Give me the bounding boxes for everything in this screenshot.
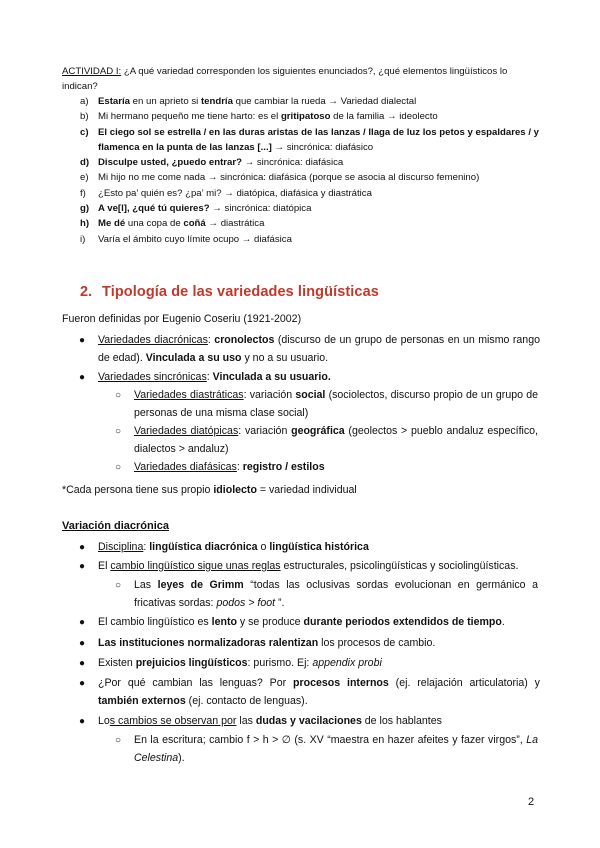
bullet-dot: ● [79,372,86,383]
bullet-circle: ○ [115,390,122,401]
diachronic-text: Las instituciones normalizadoras ralentizan los procesos de cambio. [98,637,436,649]
item-text: Mi hermano pequeño me tiene harto: es el gritipatoso de la familia → ideolecto [98,111,438,123]
activity-list [62,94,542,247]
item-marker: f) [80,187,86,199]
item-marker: a) [80,96,89,107]
bullet-circle: ○ [115,426,122,437]
activity-label: ACTIVIDAD I: [62,66,122,77]
diachronic-item [79,675,540,710]
typology-item-synchronic [79,369,540,387]
typology-text: Variedades diacrónicas: cronolectos (discurso de un grupo de personas en un mismo rango de edad). Vinculada a su uso y no a su usuario. [98,334,540,364]
section-title: Tipología de las variedades lingüísticas [102,284,379,300]
diachronic-text: Existen prejuicios lingüísticos: purismo. Ej: appendix probi [98,657,382,669]
diachronic-heading: Variación diacrónica [62,520,169,532]
item-text: Disculpe usted, ¿puedo entrar? → sincrónica: diafásica [98,156,344,168]
item-text: A ve[l], ¿qué tú quieres? → sincrónica: diatópica [98,203,312,215]
subtypology-item-diastratic [115,387,538,422]
page-number: 2 [528,796,535,808]
item-text: Varía el ámbito cuyo límite ocupo → diafásica [98,233,292,245]
diachronic-text: El cambio lingüístico es lento y se produce durante periodos extendidos de tiempo. [98,616,505,628]
activity-item [62,155,542,170]
diachronic-text: ¿Por qué cambian las lenguas? Por procesos internos (ej. relajación articulatoria) y también externos (ej. contacto de lenguas). [98,677,540,707]
writing-change-text: En la escritura; cambio f > h > ∅ (s. XV “maestra en hazer afeites y fazer virgos”, La Celestina). [134,734,538,764]
bullet-circle: ○ [115,462,122,473]
diachronic-item [79,614,540,632]
bullet-dot: ● [79,678,86,689]
activity-item [62,216,542,231]
item-text: El ciego sol se estrella / en las duras aristas de las lanzas / llaga de luz los petos y espaldares / y flamenca en la punta de las lanzas [...] → sincrónica: diafásico [98,126,539,153]
item-text: Mi hijo no me come nada → sincrónica: diafásica (porque se asocia al discurso femenino) [98,172,480,184]
bullet-dot: ● [79,561,86,572]
section-number: 2. [80,284,93,300]
diachronic-item [79,713,540,731]
item-marker: c) [80,126,89,138]
diachronic-item [79,655,540,673]
subtypology-item-diatopic [115,423,538,458]
bullet-dot: ● [79,335,86,346]
bullet-dot: ● [79,617,86,628]
activity-item [62,232,542,247]
activity-item [62,201,542,216]
subtypology-text: Variedades diafásicas: registro / estilos [134,461,325,473]
item-marker: e) [80,172,89,184]
bullet-dot: ● [79,542,86,553]
activity-item [62,170,542,185]
diachronic-text: Disciplina: lingüística diacrónica o lingüística histórica [98,541,369,553]
subtypology-text: Variedades diastráticas: variación social (sociolectos, discurso propio de un grupo de personas de una misma clase social) [134,389,538,419]
section-heading [80,284,379,300]
section-intro: Fueron definidas por Eugenio Coseriu (1921-2002) [62,313,302,325]
diachronic-item [79,635,540,653]
item-marker: i) [80,233,86,245]
diachronic-text: El cambio lingüístico sigue unas reglas estructurales, psicolingüísticas y sociolingüísticas. [98,560,519,572]
item-text: ¿Esto pa’ quién es? ¿pa’ mi? → diatópica, diafásica y diastrática [98,187,372,199]
bullet-circle: ○ [115,580,122,591]
grimm-law-text: Las leyes de Grimm “todas las oclusivas sordas evolucionan en germánico a fricativas sordas: podos > foot ”. [134,579,539,609]
idiolect-note: *Cada persona tiene sus propio idiolecto = variedad individual [62,484,357,496]
activity-item [62,186,542,201]
bullet-dot: ● [79,658,86,669]
activity-heading [62,64,542,94]
subtypology-item-diaphasic [115,459,538,477]
item-marker: h) [80,218,90,230]
bullet-circle: ○ [115,735,122,746]
item-text: Estaría en un aprieto si tendría que cambiar la rueda → Variedad dialectal [98,96,417,107]
item-text: Me dé una copa de coñá → diastrática [98,218,265,230]
activity-question: ¿A qué variedad corresponden los siguientes enunciados?, ¿qué elementos lingüísticos lo indican? [62,66,508,92]
item-marker: d) [80,156,90,168]
bullet-dot: ● [79,716,86,727]
item-marker: b) [80,111,89,123]
activity-item [62,94,542,109]
item-marker: g) [80,203,90,215]
writing-change-item [115,732,538,767]
activity-item [62,109,542,124]
activity-item [62,125,542,155]
typology-item-diachronic [79,332,540,367]
diachronic-item [79,539,540,557]
typology-text: Variedades sincrónicas: Vinculada a su usuario. [98,371,331,383]
grimm-law-item [115,577,539,612]
bullet-dot: ● [79,638,86,649]
diachronic-item [79,558,540,576]
diachronic-text: Los cambios se observan por las dudas y vacilaciones de los hablantes [98,715,442,727]
subtypology-text: Variedades diatópicas: variación geográfica (geolectos > pueblo andaluz específico, dialectos > andaluz) [134,425,538,455]
